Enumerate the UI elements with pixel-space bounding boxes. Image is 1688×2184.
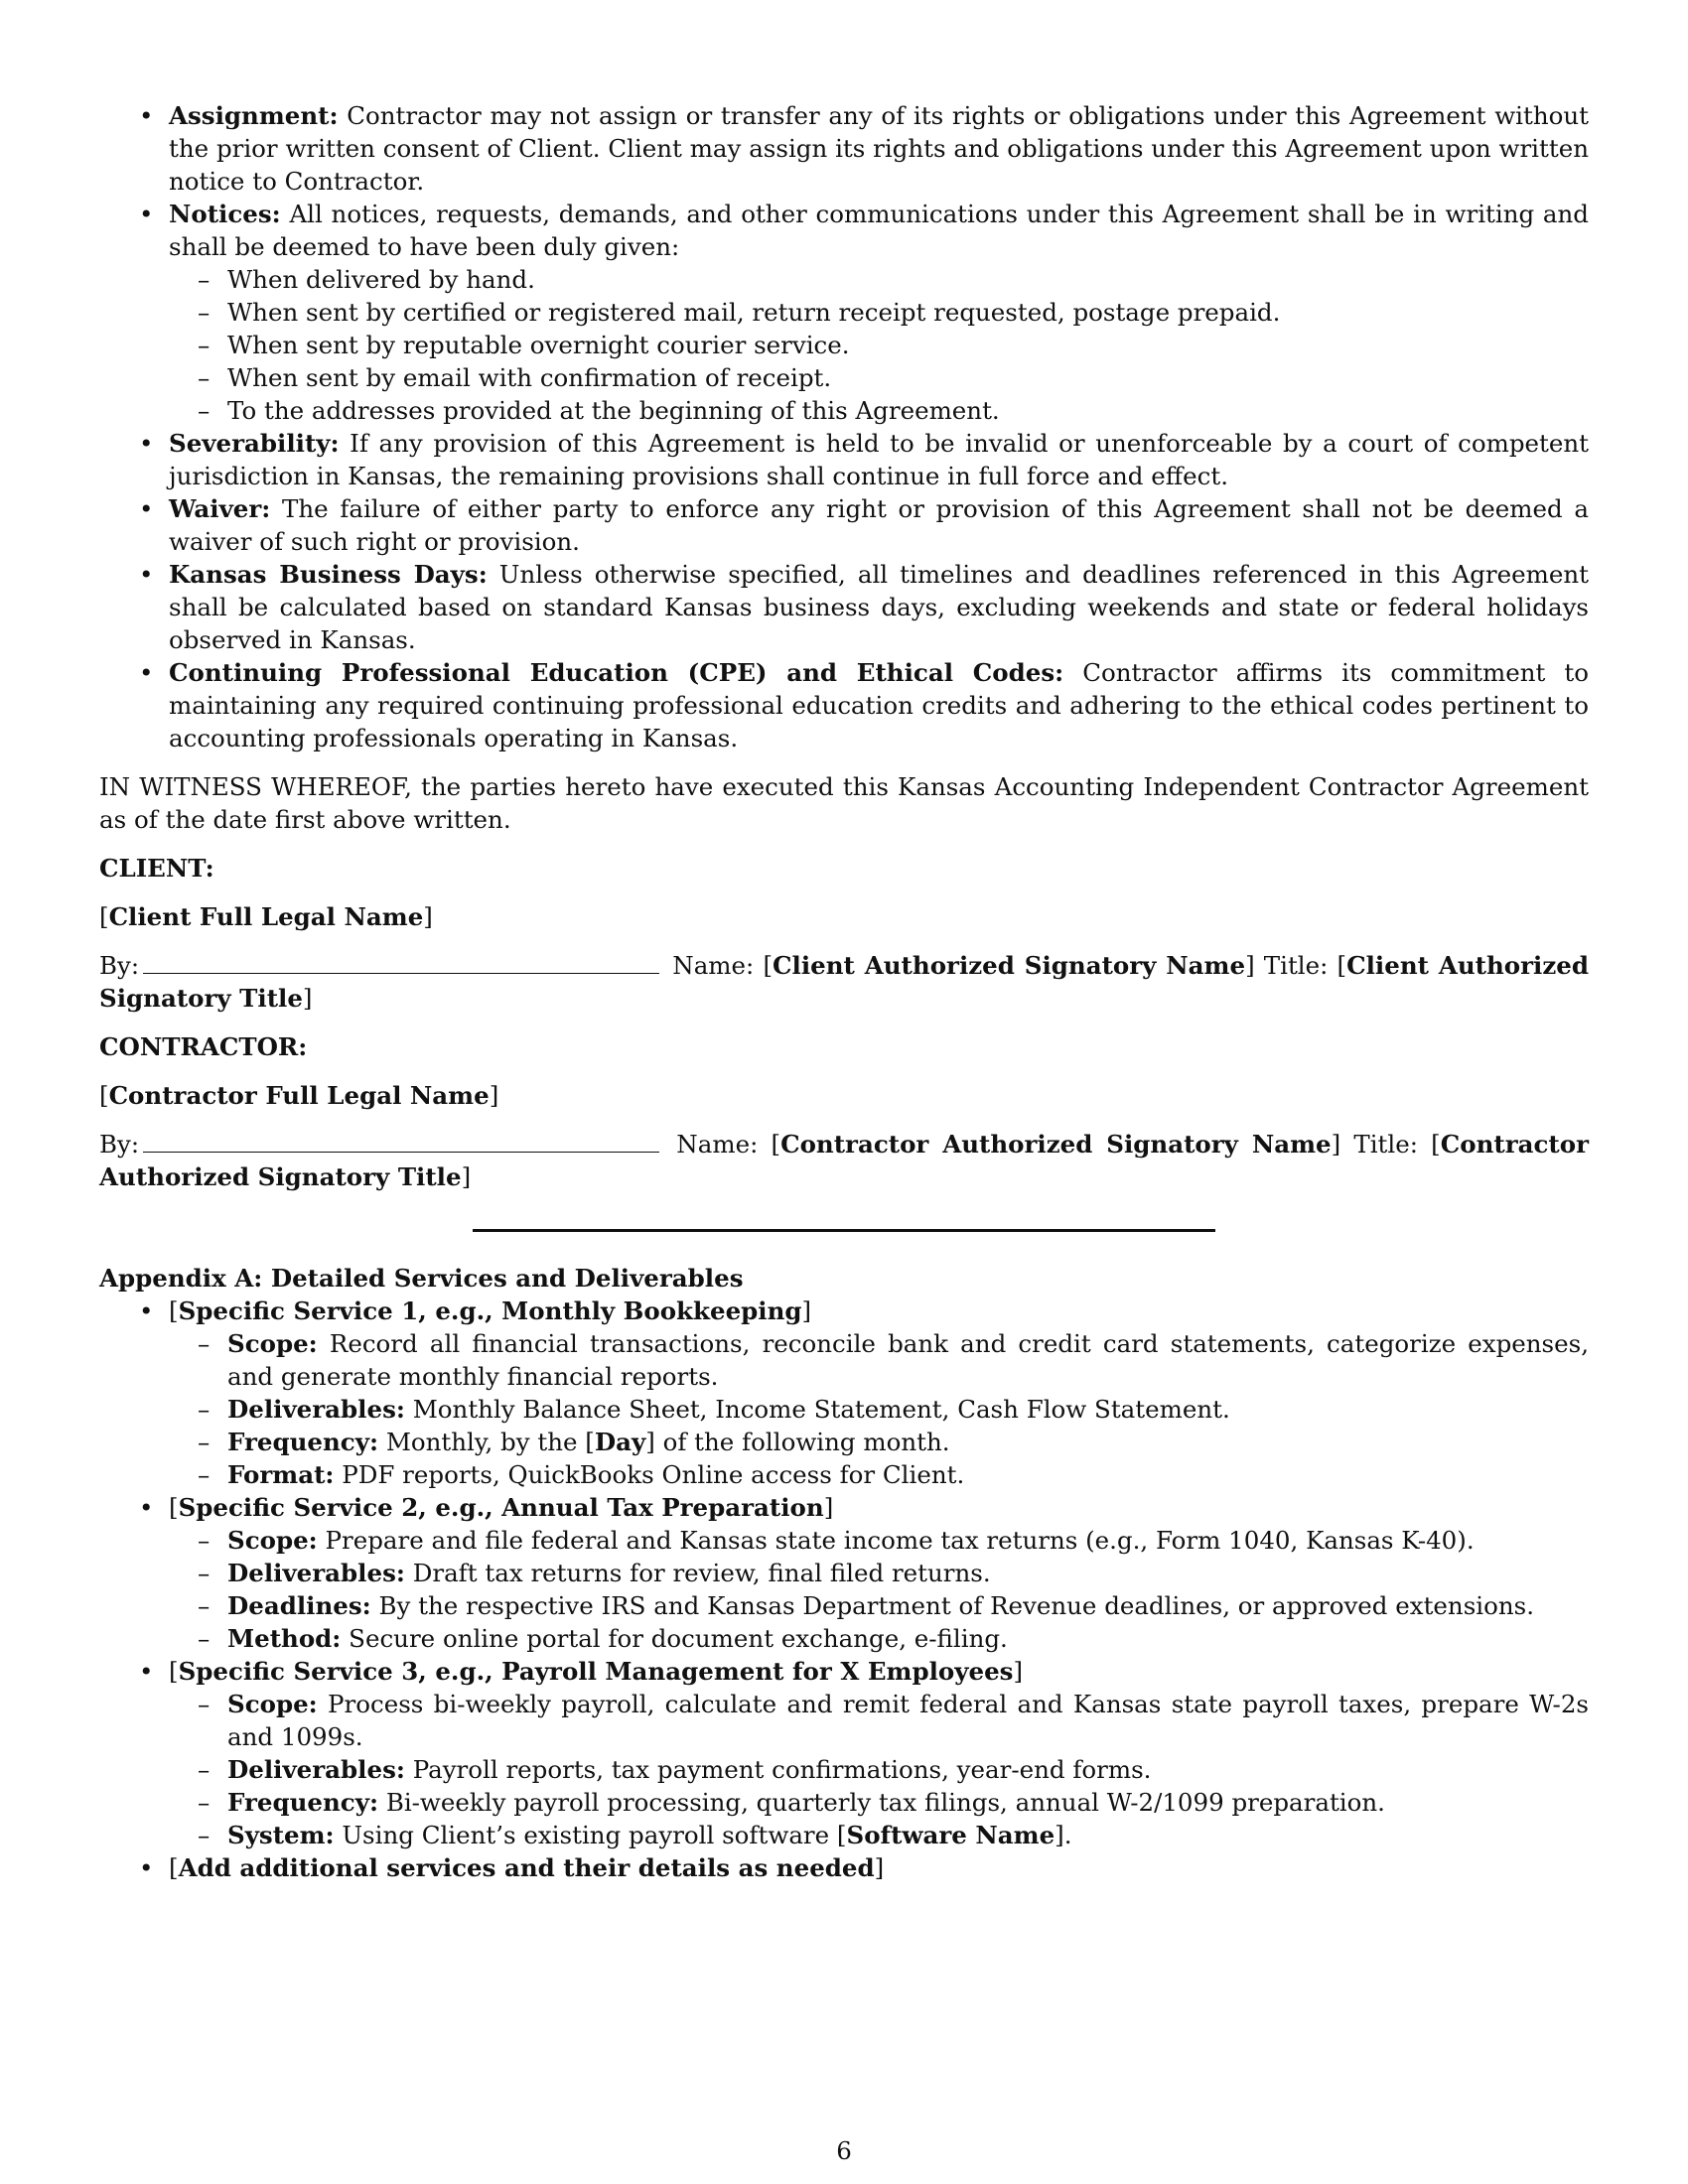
service-details [169, 1688, 1589, 1851]
clause-assignment [99, 99, 1589, 198]
detail-item: – Deliverables: Draft tax returns for review, final filed returns. [169, 1557, 1589, 1589]
contractor-signatory-name: Contractor Authorized Signatory Name [780, 1130, 1332, 1159]
client-signature-block: By: Name: [Client Authorized Signatory Name] Title: [Client Authorized Signatory Title] [99, 951, 1589, 1013]
service-item: • [Specific Service 2, e.g., Annual Tax Preparation] – Scope: Prepare and file federal and Kansas state income tax returns (e.g., Form 1040, Kansas K-40). – Deliverables: Draft tax returns for review, final filed returns. – Deadlines: By the respective IRS and Kansas Department of Revenue deadlines, or approved extensions. – Method: Secure online portal for document exchange, e-filing. [99, 1491, 1589, 1655]
list-item: – When sent by reputable overnight courier service. [169, 329, 1589, 361]
detail-item: – Deliverables: Payroll reports, tax payment confirmations, year-end forms. [169, 1753, 1589, 1786]
clause-kansas-business-days [99, 558, 1589, 656]
contractor-legal-name: [Contractor Full Legal Name] [99, 1081, 499, 1110]
clause-notices [99, 198, 1589, 427]
title-label: Title: [1263, 951, 1329, 980]
clause-title: Notices: [169, 200, 281, 228]
appendix-title: Appendix A: Detailed Services and Deliverables [99, 1264, 744, 1293]
service-name: Specific Service 3, e.g., Payroll Management for X Employees [178, 1657, 1014, 1686]
detail-item: – Deliverables: Monthly Balance Sheet, Income Statement, Cash Flow Statement. [169, 1393, 1589, 1426]
by-label: By: [99, 1130, 140, 1159]
detail-item: – Frequency: Monthly, by the [Day] of the following month. [169, 1426, 1589, 1458]
detail-item: – Scope: Process bi-weekly payroll, calculate and remit federal and Kansas state payroll taxes, prepare W-2s and 1099s. [169, 1688, 1589, 1753]
contractor-signature-block: By: Name: [Contractor Authorized Signatory Name] Title: [Contractor Authorized Signatory Title] [99, 1130, 1589, 1191]
witness-paragraph: IN WITNESS WHEREOF, the parties hereto have executed this Kansas Accounting Independent Contractor Agreement as of the date first above written. [99, 772, 1589, 834]
contractor-heading: CONTRACTOR: [99, 1032, 308, 1061]
clause-waiver [99, 492, 1589, 558]
client-name-placeholder: Client Full Legal Name [108, 902, 424, 931]
clause-text: All notices, requests, demands, and other communications under this Agreement shall be in writing and shall be deemed to have been duly given: [169, 200, 1589, 261]
services-list [99, 1295, 1589, 1884]
client-signature-line[interactable] [143, 949, 659, 974]
list-item: – When delivered by hand. [169, 263, 1589, 296]
client-heading: CLIENT: [99, 854, 214, 883]
clause-title: Kansas Business Days: [169, 560, 488, 589]
detail-item: – Scope: Record all financial transactions, reconcile bank and credit card statements, categorize expenses, and generate monthly financial reports. [169, 1327, 1589, 1393]
service-item: • [Add additional services and their details as needed] [99, 1851, 1589, 1884]
client-legal-name: [Client Full Legal Name] [99, 902, 433, 931]
clause-severability [99, 427, 1589, 492]
name-label: Name: [676, 1130, 759, 1159]
service-name: Specific Service 2, e.g., Annual Tax Preparation [178, 1493, 824, 1522]
clause-text: Unless otherwise specified, all timelines and deadlines referenced in this Agreement shall be calculated based on standard Kansas business days, excluding weekends and state or federal holidays observed in Kansas. [169, 560, 1589, 654]
notice-methods-list [169, 263, 1589, 427]
list-item: – When sent by certified or registered mail, return receipt requested, postage prepaid. [169, 296, 1589, 329]
clause-cpe-ethical-codes [99, 656, 1589, 754]
contractor-name-placeholder: Contractor Full Legal Name [108, 1081, 490, 1110]
detail-item: – Format: PDF reports, QuickBooks Online access for Client. [169, 1458, 1589, 1491]
service-name: Specific Service 1, e.g., Monthly Bookkeeping [178, 1297, 802, 1325]
contractor-signatory-title: Contractor Authorized Signatory Title [99, 1130, 1589, 1191]
detail-item: – Frequency: Bi-weekly payroll processing, quarterly tax filings, annual W-2/1099 preparation. [169, 1786, 1589, 1819]
clause-text: The failure of either party to enforce any right or provision of this Agreement shall not be deemed a waiver of such right or provision. [169, 494, 1589, 556]
clause-text: If any provision of this Agreement is held to be invalid or unenforceable by a court of competent jurisdiction in Kansas, the remaining provisions shall continue in full force and effect. [169, 429, 1590, 490]
list-item: – When sent by email with confirmation of receipt. [169, 361, 1589, 394]
clause-text: Contractor may not assign or transfer any of its rights or obligations under this Agreement without the prior written consent of Client. Client may assign its rights and obligations under this Agreement upon written notice to Contractor. [169, 101, 1590, 196]
title-label: Title: [1353, 1130, 1418, 1159]
clause-title: Waiver: [169, 494, 271, 523]
clause-list [99, 99, 1589, 754]
clause-title: Severability: [169, 429, 340, 458]
detail-item: – Method: Secure online portal for document exchange, e-filing. [169, 1622, 1589, 1655]
name-label: Name: [672, 951, 755, 980]
by-label: By: [99, 951, 140, 980]
service-item: • [Specific Service 1, e.g., Monthly Bookkeeping] – Scope: Record all financial transactions, reconcile bank and credit card statements, categorize expenses, and generate monthly financial reports. – Deliverables: Monthly Balance Sheet, Income Statement, Cash Flow Statement. – Frequency: Monthly, by the [Day] of the following month. – Format: PDF reports, QuickBooks Online access for Client. [99, 1295, 1589, 1491]
document-page [99, 99, 1589, 1884]
service-details [169, 1327, 1589, 1491]
list-item: – To the addresses provided at the beginning of this Agreement. [169, 394, 1589, 427]
detail-item: – Scope: Prepare and file federal and Kansas state income tax returns (e.g., Form 1040, Kansas K-40). [169, 1524, 1589, 1557]
detail-item: – Deadlines: By the respective IRS and Kansas Department of Revenue deadlines, or approved extensions. [169, 1589, 1589, 1622]
horizontal-divider [473, 1229, 1215, 1232]
clause-title: Assignment: [169, 101, 339, 130]
page-number: 6 [836, 2136, 852, 2165]
client-signatory-name: Client Authorized Signatory Name [773, 951, 1246, 980]
service-name: Add additional services and their details as needed [178, 1853, 875, 1882]
client-signatory-title: Client Authorized Signatory Title [99, 951, 1589, 1013]
service-item: • [Specific Service 3, e.g., Payroll Management for X Employees] – Scope: Process bi-weekly payroll, calculate and remit federal and Kansas state payroll taxes, prepare W-2s and 1099s. – Deliverables: Payroll reports, tax payment confirmations, year-end forms. – Frequency: Bi-weekly payroll processing, quarterly tax filings, annual W-2/1099 preparation. – System: Using Client’s existing payroll software [Software Name]. [99, 1655, 1589, 1851]
service-details [169, 1524, 1589, 1655]
clause-text: Contractor affirms its commitment to maintaining any required continuing professional education credits and adhering to the ethical codes pertinent to accounting professionals operating in Kansas. [169, 658, 1589, 752]
contractor-signature-line[interactable] [143, 1128, 659, 1153]
clause-title: Continuing Professional Education (CPE) and Ethical Codes: [169, 658, 1064, 687]
detail-item: – System: Using Client’s existing payroll software [Software Name]. [169, 1819, 1589, 1851]
